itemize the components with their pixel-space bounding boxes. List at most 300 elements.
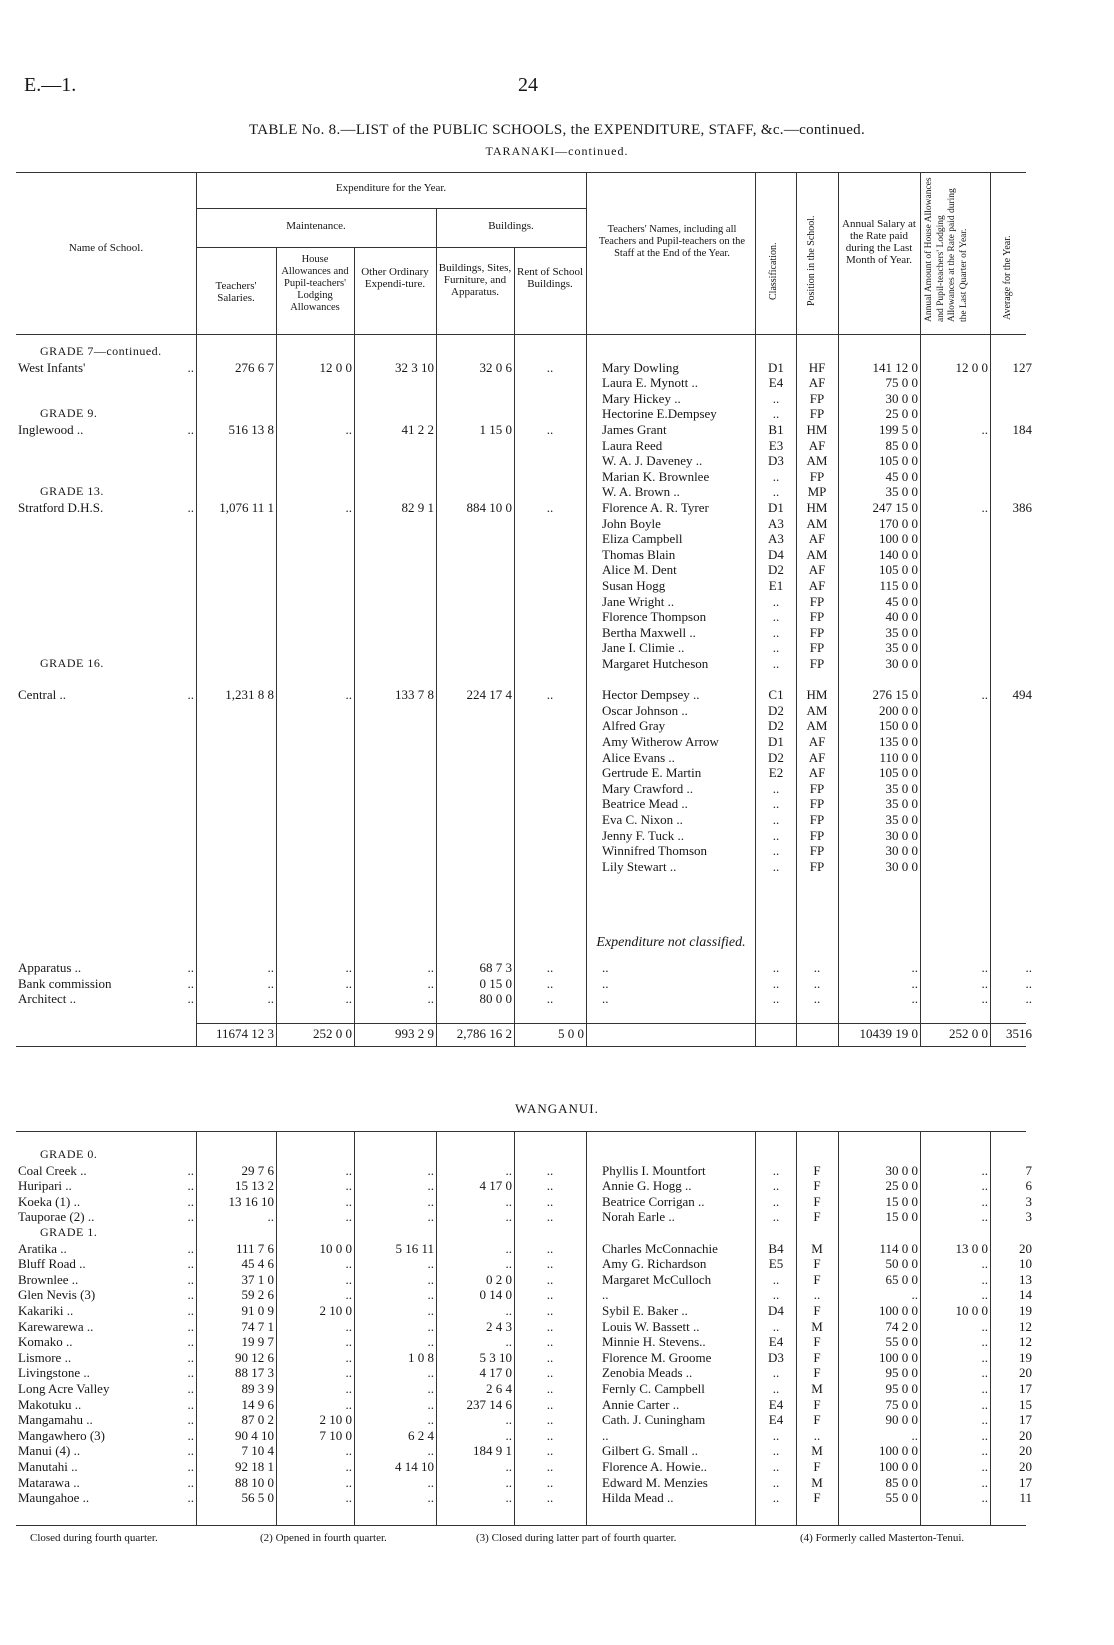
unclassified-rows-cell: .. (187, 975, 194, 991)
taranaki-rows-cell: AF (808, 531, 826, 547)
wanganui-rows-cell: .. (427, 1334, 434, 1350)
taranaki-rows-cell: D2 (768, 749, 784, 765)
wanganui-rows-cell: 6 (1025, 1178, 1032, 1194)
wanganui-rows-cell: .. (602, 1287, 609, 1303)
unclassified-rows-cell: 80 0 0 (479, 991, 512, 1007)
taranaki-rows-cell: FP (809, 843, 825, 859)
unclassified-rows-cell: Apparatus .. (18, 960, 82, 975)
col-salaries-header: Teachers' Salaries. (215, 280, 257, 304)
wanganui-rows-cell: 74 7 1 (241, 1318, 274, 1334)
taranaki-rows-cell: 184 (1012, 422, 1032, 437)
wanganui-rows-cell: .. (427, 1162, 434, 1178)
wanganui-rows-cell: E4 (768, 1334, 784, 1350)
taranaki-rows-cell: 199 5 0 (879, 422, 918, 437)
taranaki-rows-cell: .. (546, 687, 554, 703)
col-teachers-header: Teachers' Names, including all Teachers and Pupil-teachers on the Staff at the End of the Year. (598, 224, 746, 259)
wanganui-rows-cell: .. (546, 1349, 554, 1365)
wanganui-rows-cell: 111 7 6 (235, 1240, 274, 1256)
wanganui-rows-cell: .. (981, 1287, 988, 1303)
wanganui-rows-cell: .. (345, 1381, 352, 1396)
wanganui-rows-cell: 10 (1019, 1256, 1032, 1272)
taranaki-rows-cell: 32 0 6 (479, 359, 512, 375)
taranaki-rows-cell: HF (808, 359, 826, 375)
wanganui-rows-cell: .. (546, 1209, 554, 1225)
wanganui-rows-cell: Makotuku .. (18, 1396, 82, 1412)
wanganui-rows-cell: .. (427, 1271, 434, 1287)
taranaki-rows-cell: 82 9 1 (401, 500, 434, 515)
wanganui-rows-cell: Hilda Mead .. (602, 1490, 674, 1506)
wanganui-rows-cell: 89 3 9 (241, 1381, 274, 1396)
wanganui-rows-cell: F (813, 1490, 821, 1506)
unclassified-rows-cell: .. (772, 975, 780, 991)
wanganui-rows-cell: Margaret McCulloch (602, 1271, 712, 1287)
wanganui-rows-cell: 20 (1019, 1459, 1032, 1474)
wanganui-rows-cell: .. (981, 1209, 988, 1225)
wanganui-rows-cell: .. (981, 1412, 988, 1428)
taranaki-rows-cell: 35 0 0 (885, 640, 918, 656)
wanganui-rows-cell: Komako .. (18, 1334, 73, 1350)
total-cell: 993 2 9 (395, 1026, 434, 1041)
wanganui-rows-cell: .. (546, 1318, 554, 1334)
taranaki-rows-cell: 25 0 0 (885, 406, 918, 422)
wanganui-rows-cell: .. (187, 1303, 194, 1318)
unclassified-rows-cell: .. (427, 991, 434, 1007)
wanganui-rows-cell: .. (427, 1256, 434, 1272)
wanganui-rows-cell: F (813, 1459, 821, 1474)
col-annual-salary-header: Annual Salary at the Rate paid during the Last Month of Year. (842, 218, 916, 266)
unclassified-rows-cell: .. (981, 960, 988, 975)
wanganui-rows-cell: .. (981, 1178, 988, 1194)
wanganui-rows-cell: Annie Carter .. (602, 1396, 680, 1412)
taranaki-rows-cell: Eva C. Nixon .. (602, 812, 683, 827)
col-house-allow-header: House Allowances and Pupil-teachers' Lodging Allowances (281, 254, 349, 313)
taranaki-rows-cell: 247 15 0 (872, 500, 918, 515)
taranaki-rows-cell: .. (772, 390, 780, 406)
taranaki-rows-cell: D2 (768, 718, 784, 734)
taranaki-rows-cell: Hector Dempsey .. (602, 687, 700, 703)
wanganui-rows-cell: D3 (768, 1349, 784, 1365)
wanganui-rows-cell: 13 (1019, 1271, 1032, 1287)
wanganui-rows-cell: Florence A. Howie.. (602, 1459, 708, 1474)
taranaki-rows-cell: AM (806, 546, 828, 562)
wanganui-rows-cell: .. (772, 1287, 780, 1303)
wanganui-rows-cell: .. (187, 1474, 194, 1490)
taranaki-rows-cell: Laura E. Mynott .. (602, 375, 699, 391)
wanganui-rows-cell: .. (505, 1256, 512, 1272)
wanganui-rows-cell: .. (981, 1443, 988, 1459)
wanganui-rows-cell: 15 (1019, 1396, 1032, 1412)
wanganui-rows-cell: .. (427, 1412, 434, 1428)
wanganui-rows-cell: 12 (1019, 1334, 1032, 1350)
taranaki-rows-cell: .. (187, 687, 194, 703)
taranaki-rows-cell: 35 0 0 (885, 796, 918, 812)
taranaki-rows-cell: 141 12 0 (872, 359, 918, 375)
wanganui-rows-cell: 4 17 0 (479, 1365, 512, 1381)
unclassified-rows-cell: .. (813, 991, 821, 1007)
taranaki-rows-cell: AM (806, 453, 828, 469)
footnote: (2) Opened in fourth quarter. (260, 1532, 387, 1544)
total-cell: 2,786 16 2 (456, 1026, 512, 1041)
total-cell: 252 0 0 (949, 1026, 988, 1041)
wanganui-rows-cell: .. (546, 1271, 554, 1287)
taranaki-rows-cell: AM (806, 702, 828, 718)
taranaki-rows-cell: GRADE 16. (40, 656, 104, 670)
wanganui-rows-cell: Glen Nevis (3) (18, 1287, 96, 1303)
taranaki-rows-cell: MP (807, 484, 827, 500)
wanganui-rows-cell: 4 17 0 (479, 1178, 512, 1194)
wanganui-rows-cell: Livingstone .. (18, 1365, 90, 1381)
wanganui-rows-cell: .. (772, 1193, 780, 1209)
wanganui-rows-cell: M (811, 1443, 823, 1459)
taranaki-rows-cell: 224 17 4 (466, 687, 512, 703)
wanganui-rows-cell: .. (505, 1412, 512, 1428)
unclassified-rows-cell: .. (187, 991, 194, 1007)
wanganui-rows-cell: 20 (1019, 1240, 1032, 1256)
unclassified-rows-cell: .. (772, 991, 780, 1007)
wanganui-rows-cell: Phyllis I. Mountfort (602, 1162, 706, 1178)
taranaki-rows-cell: FP (809, 406, 825, 422)
wanganui-rows-cell: .. (981, 1256, 988, 1272)
unclassified-rows-cell: .. (911, 960, 918, 975)
wanganui-rows-cell: .. (345, 1209, 352, 1225)
taranaki-rows-cell: 105 0 0 (879, 453, 918, 469)
wanganui-rows-cell: .. (427, 1396, 434, 1412)
wanganui-rows-cell: 92 18 1 (235, 1459, 274, 1474)
wanganui-rows-cell: .. (911, 1287, 918, 1303)
unclassified-rows-cell: .. (1025, 960, 1032, 975)
wanganui-rows-cell: .. (981, 1474, 988, 1490)
taranaki-rows-cell: AF (808, 765, 826, 781)
col-classification-header: Classification. (768, 242, 779, 300)
taranaki-rows-cell: 45 0 0 (885, 593, 918, 609)
wanganui-rows-cell: 19 9 7 (241, 1334, 274, 1350)
unclassified-rows-cell: .. (345, 975, 352, 991)
taranaki-rows-cell: Bertha Maxwell .. (602, 624, 696, 640)
wanganui-rows-cell: .. (505, 1427, 512, 1443)
taranaki-rows-cell: 276 6 7 (235, 359, 274, 375)
wanganui-rows-cell: Edward M. Menzies (602, 1474, 708, 1490)
wanganui-rows-cell: .. (772, 1474, 780, 1490)
wanganui-rows-cell: 7 10 4 (241, 1443, 274, 1459)
taranaki-rows-cell: 200 0 0 (879, 702, 918, 718)
wanganui-rows-cell: .. (546, 1334, 554, 1350)
taranaki-rows-cell: Inglewood .. (18, 422, 84, 437)
wanganui-rows-cell: 1 0 8 (408, 1349, 434, 1365)
taranaki-rows-cell: E4 (768, 375, 784, 391)
taranaki-rows-cell: 1 15 0 (479, 422, 512, 437)
taranaki-rows-cell: FP (809, 796, 825, 812)
taranaki-rows-cell: 30 0 0 (885, 656, 918, 671)
wanganui-rows-cell: .. (772, 1381, 780, 1396)
wanganui-rows-cell: .. (187, 1365, 194, 1381)
wanganui-rows-cell: .. (505, 1193, 512, 1209)
taranaki-rows-cell: HM (806, 500, 828, 515)
wanganui-rows-cell: .. (546, 1178, 554, 1194)
wanganui-rows-cell: .. (981, 1396, 988, 1412)
wanganui-rows-cell: Aratika .. (18, 1240, 67, 1256)
wanganui-rows-cell: .. (427, 1365, 434, 1381)
unclassified-rows-cell: .. (187, 960, 194, 975)
taranaki-rows-cell: FP (809, 640, 825, 656)
taranaki-rows-cell: Laura Reed (602, 437, 663, 453)
taranaki-rows-cell: 115 0 0 (879, 578, 918, 593)
taranaki-rows-cell: Mary Crawford .. (602, 780, 693, 796)
wanganui-rows-cell: .. (772, 1178, 780, 1194)
wanganui-rows-cell: .. (546, 1443, 554, 1459)
wanganui-rows-cell: 13 0 0 (955, 1240, 988, 1256)
wanganui-rows-cell: GRADE 1. (40, 1225, 98, 1239)
wanganui-rows-cell: .. (187, 1427, 194, 1443)
wanganui-rows-cell: E4 (768, 1412, 784, 1428)
wanganui-rows-cell: 7 (1025, 1162, 1032, 1178)
taranaki-rows-cell: 110 0 0 (879, 749, 918, 765)
wanganui-rows-cell: .. (187, 1256, 194, 1272)
wanganui-rows-cell: 59 2 6 (241, 1287, 274, 1303)
wanganui-rows-cell: 19 (1019, 1303, 1032, 1318)
wanganui-rows-cell: 15 0 0 (885, 1193, 918, 1209)
taranaki-rows-cell: FP (809, 656, 825, 671)
taranaki-rows-cell: 105 0 0 (879, 562, 918, 578)
wanganui-rows-cell: 90 12 6 (235, 1349, 274, 1365)
taranaki-rows-cell: AF (808, 578, 826, 593)
taranaki-rows-cell: 30 0 0 (885, 858, 918, 874)
col-name-header: Name of School. (68, 242, 144, 254)
wanganui-rows-cell: 5 3 10 (479, 1349, 512, 1365)
wanganui-rows-cell: D4 (768, 1303, 784, 1318)
wanganui-rows-cell: .. (981, 1459, 988, 1474)
wanganui-rows-cell: Charles McConnachie (602, 1240, 718, 1256)
wanganui-rows-cell: .. (345, 1490, 352, 1506)
taranaki-rows-cell: 45 0 0 (885, 468, 918, 484)
wanganui-rows-cell: 90 4 10 (235, 1427, 274, 1443)
taranaki-rows-cell: 276 15 0 (872, 687, 918, 703)
taranaki-rows-cell: A3 (768, 531, 784, 547)
taranaki-rows-cell: 85 0 0 (885, 437, 918, 453)
wanganui-rows-cell: Louis W. Bassett .. (602, 1318, 700, 1334)
taranaki-rows-cell: D2 (768, 562, 784, 578)
wanganui-rows-cell: .. (345, 1334, 352, 1350)
wanganui-rows-cell: .. (187, 1459, 194, 1474)
taranaki-rows-cell: FP (809, 593, 825, 609)
wanganui-rows-cell: .. (505, 1490, 512, 1506)
wanganui-rows-cell: 88 17 3 (235, 1365, 274, 1381)
wanganui-rows-cell: .. (427, 1303, 434, 1318)
wanganui-rows-cell: .. (345, 1256, 352, 1272)
wanganui-rows-cell: 6 2 4 (408, 1427, 434, 1443)
taranaki-rows-cell: AF (808, 437, 826, 453)
taranaki-rows-cell: Alice M. Dent (602, 562, 677, 578)
wanganui-rows-cell: 13 16 10 (228, 1193, 274, 1209)
wanganui-rows-cell: .. (505, 1162, 512, 1178)
wanganui-rows-cell: Karewarewa .. (18, 1318, 94, 1334)
unclassified-rows-cell: .. (911, 975, 918, 991)
taranaki-rows-cell: Alfred Gray (602, 718, 666, 734)
taranaki-rows-cell: 100 0 0 (879, 531, 918, 547)
wanganui-rows-cell: .. (187, 1193, 194, 1209)
wanganui-rows-cell: .. (981, 1318, 988, 1334)
wanganui-rows-cell: Coal Creek .. (18, 1162, 87, 1178)
taranaki-rows-cell: .. (187, 500, 194, 515)
wanganui-rows-cell: 14 9 6 (241, 1396, 274, 1412)
wanganui-rows-cell: .. (345, 1474, 352, 1490)
taranaki-rows-cell: .. (546, 500, 554, 515)
wanganui-rows-cell: Mangawhero (3) (18, 1427, 105, 1443)
col-maintenance-header: Maintenance. (286, 220, 346, 232)
taranaki-rows-cell: 135 0 0 (879, 734, 918, 749)
col-buildings-header: Buildings. (488, 220, 534, 232)
wanganui-rows-cell: .. (546, 1162, 554, 1178)
wanganui-rows-cell: Manui (4) .. (18, 1443, 81, 1459)
taranaki-rows-cell: AF (808, 562, 826, 578)
taranaki-rows-cell: 133 7 8 (395, 687, 434, 703)
wanganui-rows-cell: .. (546, 1240, 554, 1256)
taranaki-rows-cell: HM (806, 422, 828, 437)
wanganui-rows-cell: .. (981, 1193, 988, 1209)
wanganui-rows-cell: Tauporae (2) .. (18, 1209, 95, 1225)
wanganui-rows-cell: .. (505, 1459, 512, 1474)
wanganui-rows-cell: F (813, 1349, 821, 1365)
taranaki-rows-cell: FP (809, 624, 825, 640)
taranaki-rows-cell: E2 (768, 765, 784, 781)
taranaki-rows-cell: FP (809, 468, 825, 484)
wanganui-rows-cell: .. (427, 1209, 434, 1225)
wanganui-rows-cell: .. (187, 1318, 194, 1334)
taranaki-rows-cell: FP (809, 812, 825, 827)
wanganui-rows-cell: Kakariki .. (18, 1303, 74, 1318)
taranaki-rows-cell: FP (809, 858, 825, 874)
taranaki-rows-cell: Susan Hogg (602, 578, 666, 593)
taranaki-rows-cell: GRADE 13. (40, 484, 104, 499)
unclassified-rows-cell: .. (267, 991, 274, 1007)
taranaki-rows-cell: 12 0 0 (955, 359, 988, 375)
taranaki-rows-cell: .. (772, 468, 780, 484)
wanganui-rows-cell: 2 10 0 (319, 1412, 352, 1428)
wanganui-rows-cell: .. (427, 1178, 434, 1194)
wanganui-rows-cell: 95 0 0 (885, 1381, 918, 1396)
wanganui-rows-cell: .. (427, 1318, 434, 1334)
wanganui-rows-cell: 30 0 0 (885, 1162, 918, 1178)
taranaki-rows-cell: Mary Hickey .. (602, 390, 681, 406)
wanganui-rows-cell: Annie G. Hogg .. (602, 1178, 692, 1194)
unclassified-rows-cell: 68 7 3 (479, 960, 512, 975)
taranaki-rows-cell: 41 2 2 (401, 422, 434, 437)
wanganui-rows-cell: .. (772, 1459, 780, 1474)
wanganui-rows-cell: 55 0 0 (885, 1490, 918, 1506)
wanganui-rows-cell: .. (546, 1287, 554, 1303)
wanganui-rows-cell: 2 4 3 (486, 1318, 512, 1334)
unclassified-rows-cell: .. (813, 960, 821, 975)
footnote: (3) Closed during latter part of fourth quarter. (476, 1532, 677, 1544)
wanganui-rows-cell: B4 (768, 1240, 784, 1256)
taranaki-rows-cell: Alice Evans .. (602, 749, 675, 765)
wanganui-rows-cell: F (813, 1193, 821, 1209)
wanganui-rows-cell: 2 10 0 (319, 1303, 352, 1318)
wanganui-rows-cell: .. (345, 1318, 352, 1334)
wanganui-rows-cell: 0 14 0 (479, 1287, 512, 1303)
wanganui-rows-cell: E4 (768, 1396, 784, 1412)
wanganui-rows-cell: 11 (1019, 1490, 1032, 1506)
taranaki-rows-cell: James Grant (602, 422, 667, 437)
unclassified-rows-cell: .. (546, 991, 554, 1007)
col-expenditure-header: Expenditure for the Year. (335, 182, 447, 194)
taranaki-rows-cell: 105 0 0 (879, 765, 918, 781)
wanganui-rows-cell: .. (546, 1193, 554, 1209)
taranaki-rows-cell: FP (809, 780, 825, 796)
taranaki-rows-cell: 35 0 0 (885, 812, 918, 827)
wanganui-rows-cell: .. (427, 1287, 434, 1303)
taranaki-rows-cell: Oscar Johnson .. (602, 702, 688, 718)
wanganui-rows-cell: .. (772, 1365, 780, 1381)
wanganui-rows-cell: .. (427, 1193, 434, 1209)
wanganui-rows-cell: 75 0 0 (885, 1396, 918, 1412)
wanganui-rows-cell: 20 (1019, 1443, 1032, 1459)
taranaki-rows-cell: A3 (768, 515, 784, 531)
unclassified-rows-cell: .. (1025, 975, 1032, 991)
taranaki-rows-cell: Thomas Blain (602, 546, 676, 562)
col-position-header: Position in the School. (806, 215, 817, 306)
wanganui-rows-cell: F (813, 1303, 821, 1318)
taranaki-rows-cell: W. A. Brown .. (602, 484, 680, 500)
wanganui-rows-cell: Lismore .. (18, 1349, 72, 1365)
taranaki-rows-cell: 127 (1012, 359, 1032, 375)
taranaki-rows-cell: .. (187, 359, 194, 375)
region-wanganui: WANGANUI. (515, 1101, 599, 1116)
wanganui-rows-cell: .. (772, 1271, 780, 1287)
taranaki-rows-cell: 12 0 0 (319, 359, 352, 375)
wanganui-rows-cell: .. (427, 1381, 434, 1396)
wanganui-rows-cell: 25 0 0 (885, 1178, 918, 1194)
unclassified-rows-cell: Bank commission (18, 975, 112, 991)
taranaki-rows-cell: C1 (768, 687, 784, 703)
taranaki-rows-cell: .. (772, 640, 780, 656)
taranaki-rows-cell: John Boyle (602, 515, 661, 531)
taranaki-rows-cell: .. (187, 422, 194, 437)
wanganui-rows-cell: 37 1 0 (241, 1271, 274, 1287)
taranaki-rows-cell: Beatrice Mead .. (602, 796, 688, 812)
taranaki-rows-cell: 140 0 0 (879, 546, 918, 562)
wanganui-rows-cell: .. (187, 1271, 194, 1287)
wanganui-rows-cell: Amy G. Richardson (602, 1256, 707, 1272)
unclassified-rows-cell: .. (345, 991, 352, 1007)
taranaki-rows-cell: 35 0 0 (885, 484, 918, 500)
taranaki-rows-cell: 30 0 0 (885, 390, 918, 406)
wanganui-rows-cell: .. (772, 1318, 780, 1334)
taranaki-rows-cell: .. (772, 609, 780, 625)
taranaki-rows-cell: 1,076 11 1 (219, 500, 274, 515)
table-title: TABLE No. 8.—LIST of the PUBLIC SCHOOLS, the EXPENDITURE, STAFF, &c.—continued. (248, 122, 866, 138)
wanganui-rows-cell: Sybil E. Baker .. (602, 1303, 688, 1318)
wanganui-rows-cell: F (813, 1256, 821, 1272)
wanganui-rows-cell: .. (345, 1396, 352, 1412)
taranaki-rows-cell: Florence A. R. Tyrer (602, 500, 709, 515)
wanganui-rows-cell: Koeka (1) .. (18, 1193, 81, 1209)
taranaki-rows-cell: .. (772, 593, 780, 609)
wanganui-rows-cell: 56 5 0 (241, 1490, 274, 1506)
wanganui-rows-cell: 19 (1019, 1349, 1032, 1365)
col-buildings-sites-header: Buildings, Sites, Furniture, and Apparatus. (438, 262, 512, 298)
wanganui-rows-cell: 2 6 4 (486, 1381, 512, 1396)
taranaki-rows-cell: AM (806, 718, 828, 734)
wanganui-rows-cell: .. (981, 1271, 988, 1287)
taranaki-rows-cell: D1 (768, 359, 784, 375)
wanganui-rows-cell: 100 0 0 (879, 1443, 918, 1459)
unclassified-rows-cell: .. (427, 960, 434, 975)
taranaki-rows-cell: Jane Wright .. (602, 593, 675, 609)
wanganui-rows-cell: .. (187, 1240, 194, 1256)
taranaki-rows-cell: D4 (768, 546, 784, 562)
taranaki-rows-cell: 40 0 0 (885, 609, 918, 625)
wanganui-rows-cell: .. (187, 1178, 194, 1194)
